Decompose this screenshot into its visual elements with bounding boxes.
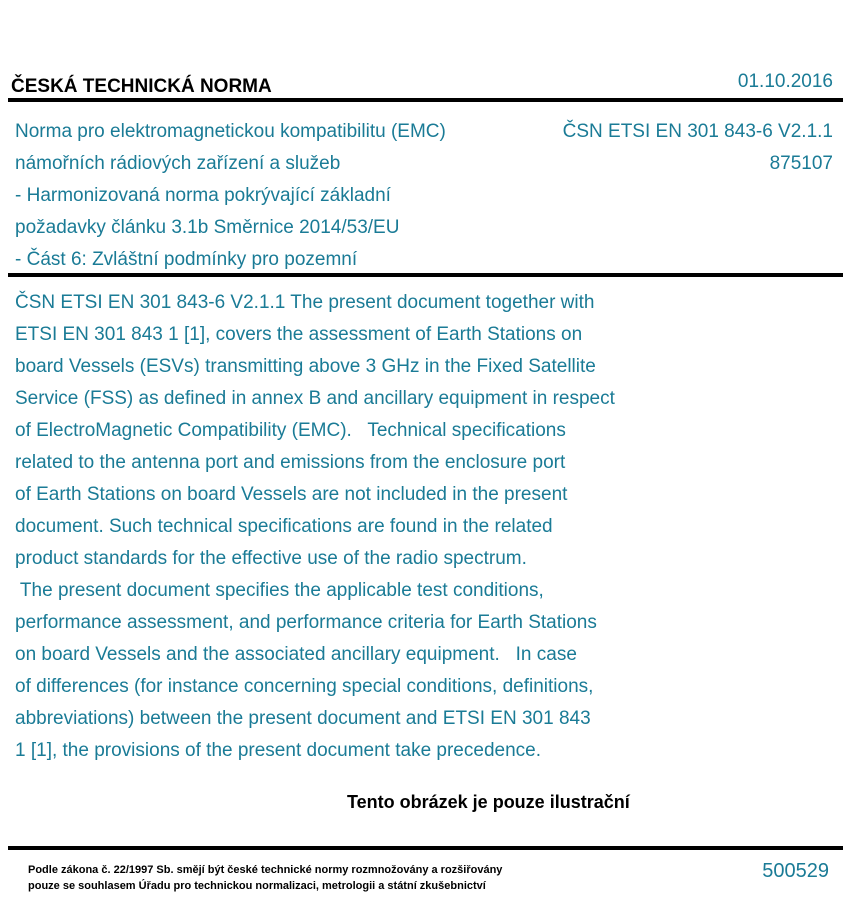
- abstract-line: abbreviations) between the present document and ETSI EN 301 843: [15, 708, 591, 729]
- document-number: 500529: [762, 860, 829, 882]
- header-divider: [8, 98, 843, 102]
- illustrative-notice: Tento obrázek je pouze ilustrační: [347, 792, 630, 812]
- abstract-line: The present document specifies the applicable test conditions,: [15, 580, 544, 601]
- abstract-line: ČSN ETSI EN 301 843-6 V2.1.1 The present document together with: [15, 292, 595, 313]
- abstract-line: of Earth Stations on board Vessels are not included in the present: [15, 484, 568, 505]
- abstract-line: board Vessels (ESVs) transmitting above 3 GHz in the Fixed Satellite: [15, 356, 596, 377]
- standard-code: ČSN ETSI EN 301 843-6 V2.1.1: [562, 121, 833, 142]
- footer-divider: [8, 846, 843, 850]
- standard-title: [15, 116, 446, 276]
- catalog-number: 875107: [769, 153, 833, 174]
- abstract-line: 1 [1], the provisions of the present document take precedence.: [15, 740, 541, 761]
- title-line: - Část 6: Zvláštní podmínky pro pozemní: [15, 249, 358, 270]
- norm-type-heading: ČESKÁ TECHNICKÁ NORMA: [11, 76, 272, 97]
- title-line: požadavky článku 3.1b Směrnice 2014/53/EU: [15, 217, 400, 238]
- title-divider: [8, 273, 843, 277]
- abstract-line: Service (FSS) as defined in annex B and ancillary equipment in respect: [15, 388, 615, 409]
- abstract-line: product standards for the effective use of the radio spectrum.: [15, 548, 527, 569]
- abstract-line: on board Vessels and the associated ancillary equipment. In case: [15, 644, 577, 665]
- abstract-line: of differences (for instance concerning special conditions, definitions,: [15, 676, 594, 697]
- legal-line: pouze se souhlasem Úřadu pro technickou normalizaci, metrologii a státní zkušebnictví: [28, 880, 486, 892]
- standard-identifier: [563, 116, 833, 180]
- abstract-line: performance assessment, and performance criteria for Earth Stations: [15, 612, 597, 633]
- abstract-line: related to the antenna port and emissions from the enclosure port: [15, 452, 566, 473]
- legal-line: Podle zákona č. 22/1997 Sb. smějí být české technické normy rozmnožovány a rozšiřovány: [28, 864, 503, 876]
- title-line: námořních rádiových zařízení a služeb: [15, 153, 341, 174]
- abstract-line: of ElectroMagnetic Compatibility (EMC). Technical specifications: [15, 420, 566, 441]
- abstract-line: ETSI EN 301 843 1 [1], covers the assessment of Earth Stations on: [15, 324, 583, 345]
- abstract-text: [15, 287, 715, 767]
- title-line: Norma pro elektromagnetickou kompatibilitu (EMC): [15, 121, 446, 142]
- abstract-line: document. Such technical specifications are found in the related: [15, 516, 553, 537]
- publication-date: 01.10.2016: [737, 71, 833, 92]
- title-line: - Harmonizovaná norma pokrývající základní: [15, 185, 391, 206]
- copyright-notice: [28, 862, 502, 894]
